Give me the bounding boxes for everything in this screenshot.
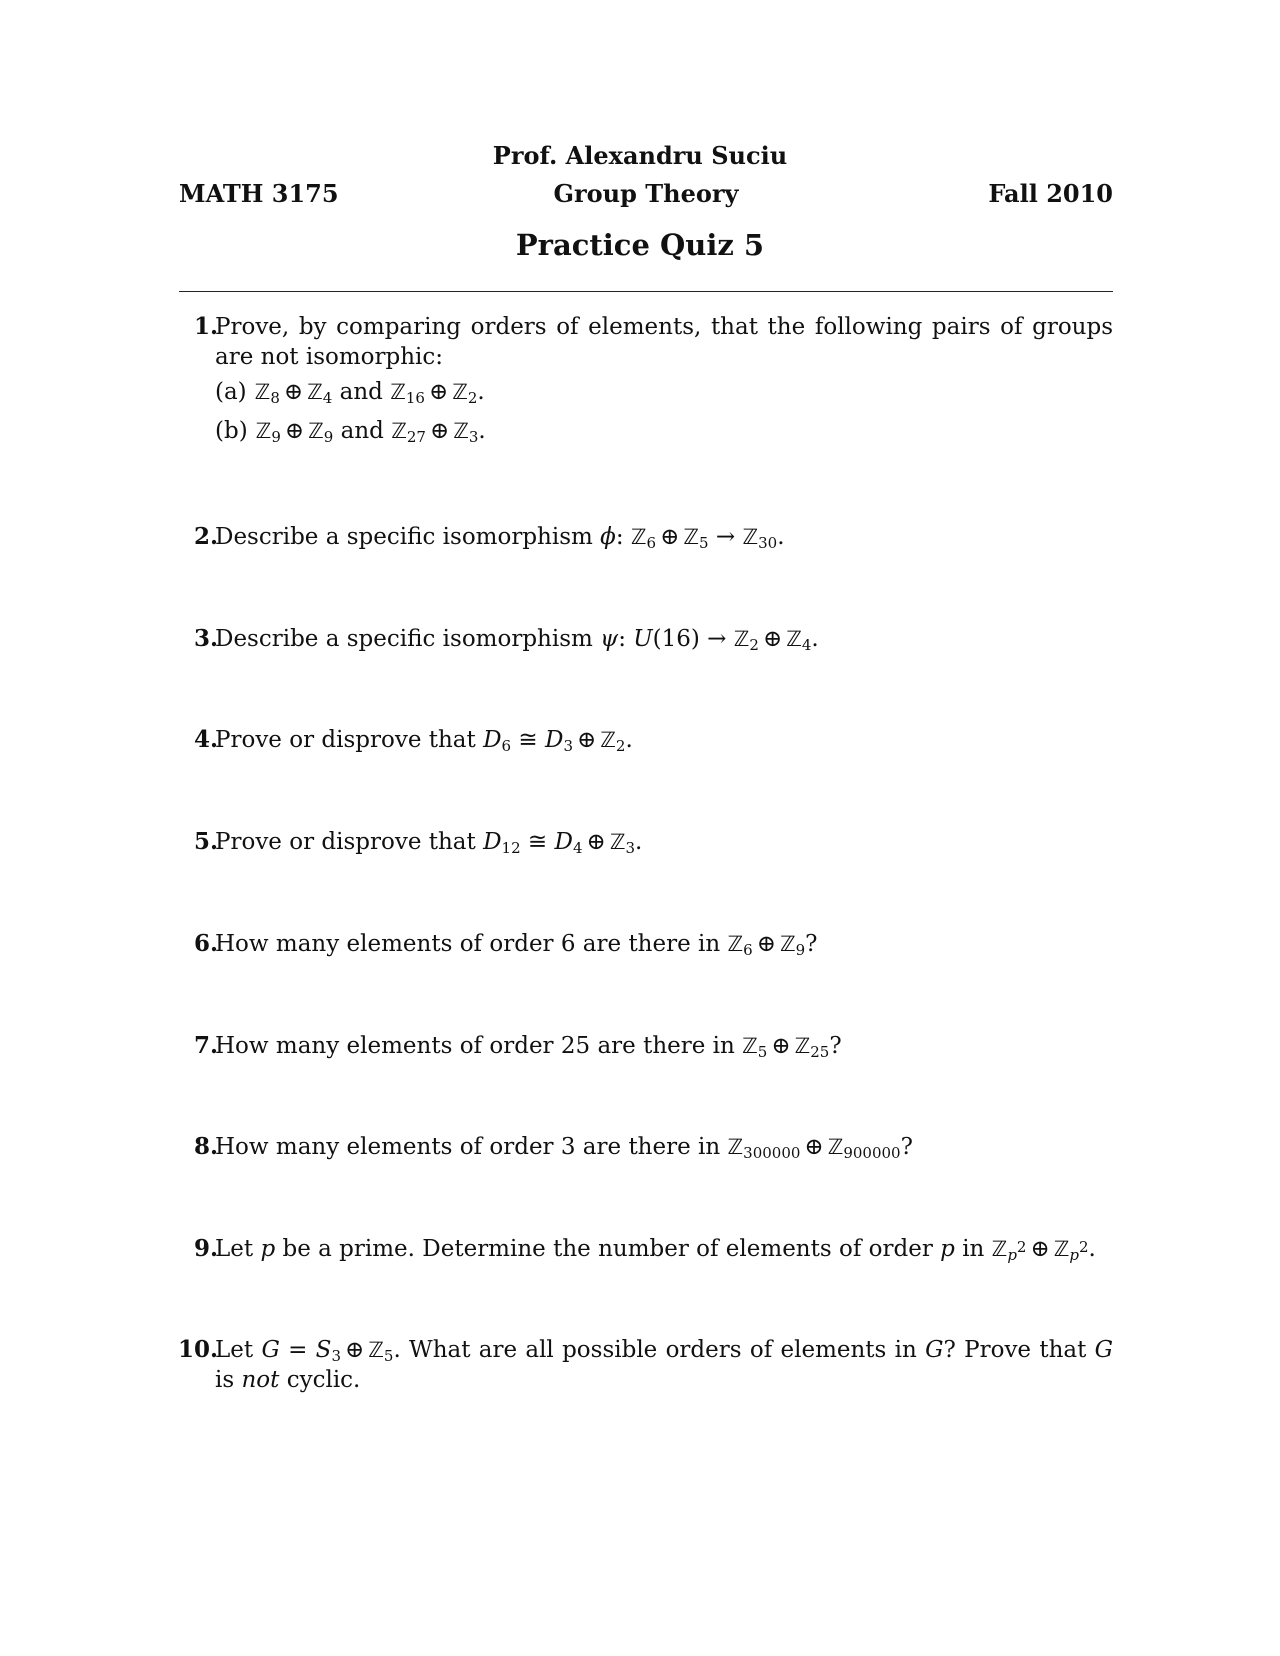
instructor-name: Prof. Alexandru Suciu [492, 141, 788, 170]
problem-text: Let $G = S_3$ ⊕ ℤ$_5$. What are all possible orders of elements in G? Prove that G is not cyclic. [215, 1337, 1114, 1393]
problem-1-part-a: (a) ℤ$_8$ ⊕ ℤ$_4$ and ℤ$_{16}$ ⊕ ℤ$_2$. [215, 379, 485, 407]
problem-1-part-b: (b) ℤ$_9$ ⊕ ℤ$_9$ and ℤ$_{27}$ ⊕ ℤ$_3$. [215, 418, 486, 446]
header-row [179, 179, 1113, 211]
problem-number: 10. [177, 1336, 218, 1363]
course-code: MATH 3175 [179, 179, 339, 208]
problem-number: 6. [193, 930, 218, 957]
problem-text: How many elements of order 25 are there in ℤ$_5$ ⊕ ℤ$_{25}$? [215, 1033, 842, 1061]
problem-text: Prove or disprove that $D_{12}$ ≅ $D_4$ ⊕ ℤ$_3$. [215, 829, 643, 857]
problem-number: 4. [193, 726, 218, 753]
problem-text: Let p be a prime. Determine the number of elements of order p in ℤ$_{p^2}$ ⊕ ℤ$_{p^2}$. [215, 1236, 1096, 1264]
problem-text: Describe a specific isomorphism ψ: U(16) → ℤ$_2$ ⊕ ℤ$_4$. [215, 626, 819, 654]
problem-number: 1. [193, 313, 218, 340]
problem-text: How many elements of order 6 are there in ℤ$_6$ ⊕ ℤ$_9$? [215, 931, 818, 959]
problem-text: How many elements of order 3 are there in ℤ$_{300000}$ ⊕ ℤ$_{900000}$? [215, 1134, 913, 1162]
problem-number: 7. [193, 1032, 218, 1059]
problem-text: Describe a specific isomorphism ϕ: ℤ$_6$ ⊕ ℤ$_5$ → ℤ$_{30}$. [215, 524, 785, 552]
problem-number: 9. [193, 1235, 218, 1262]
term: Fall 2010 [988, 179, 1113, 208]
problem-number: 3. [193, 625, 218, 652]
course-subject: Group Theory [553, 179, 739, 208]
part-label: (b) [215, 418, 248, 444]
page-title: Practice Quiz 5 [515, 228, 765, 262]
part-label: (a) [215, 379, 247, 405]
header-divider [179, 291, 1113, 292]
problem-text: Prove or disprove that $D_6$ ≅ $D_3$ ⊕ ℤ$_2$. [215, 727, 633, 755]
problem-number: 2. [193, 523, 218, 550]
problem-number: 5. [193, 828, 218, 855]
problem-number: 8. [193, 1133, 218, 1160]
problem-text: Prove, by comparing orders of elements, that the following pairs of groups are not isomorphic: [215, 314, 1113, 370]
